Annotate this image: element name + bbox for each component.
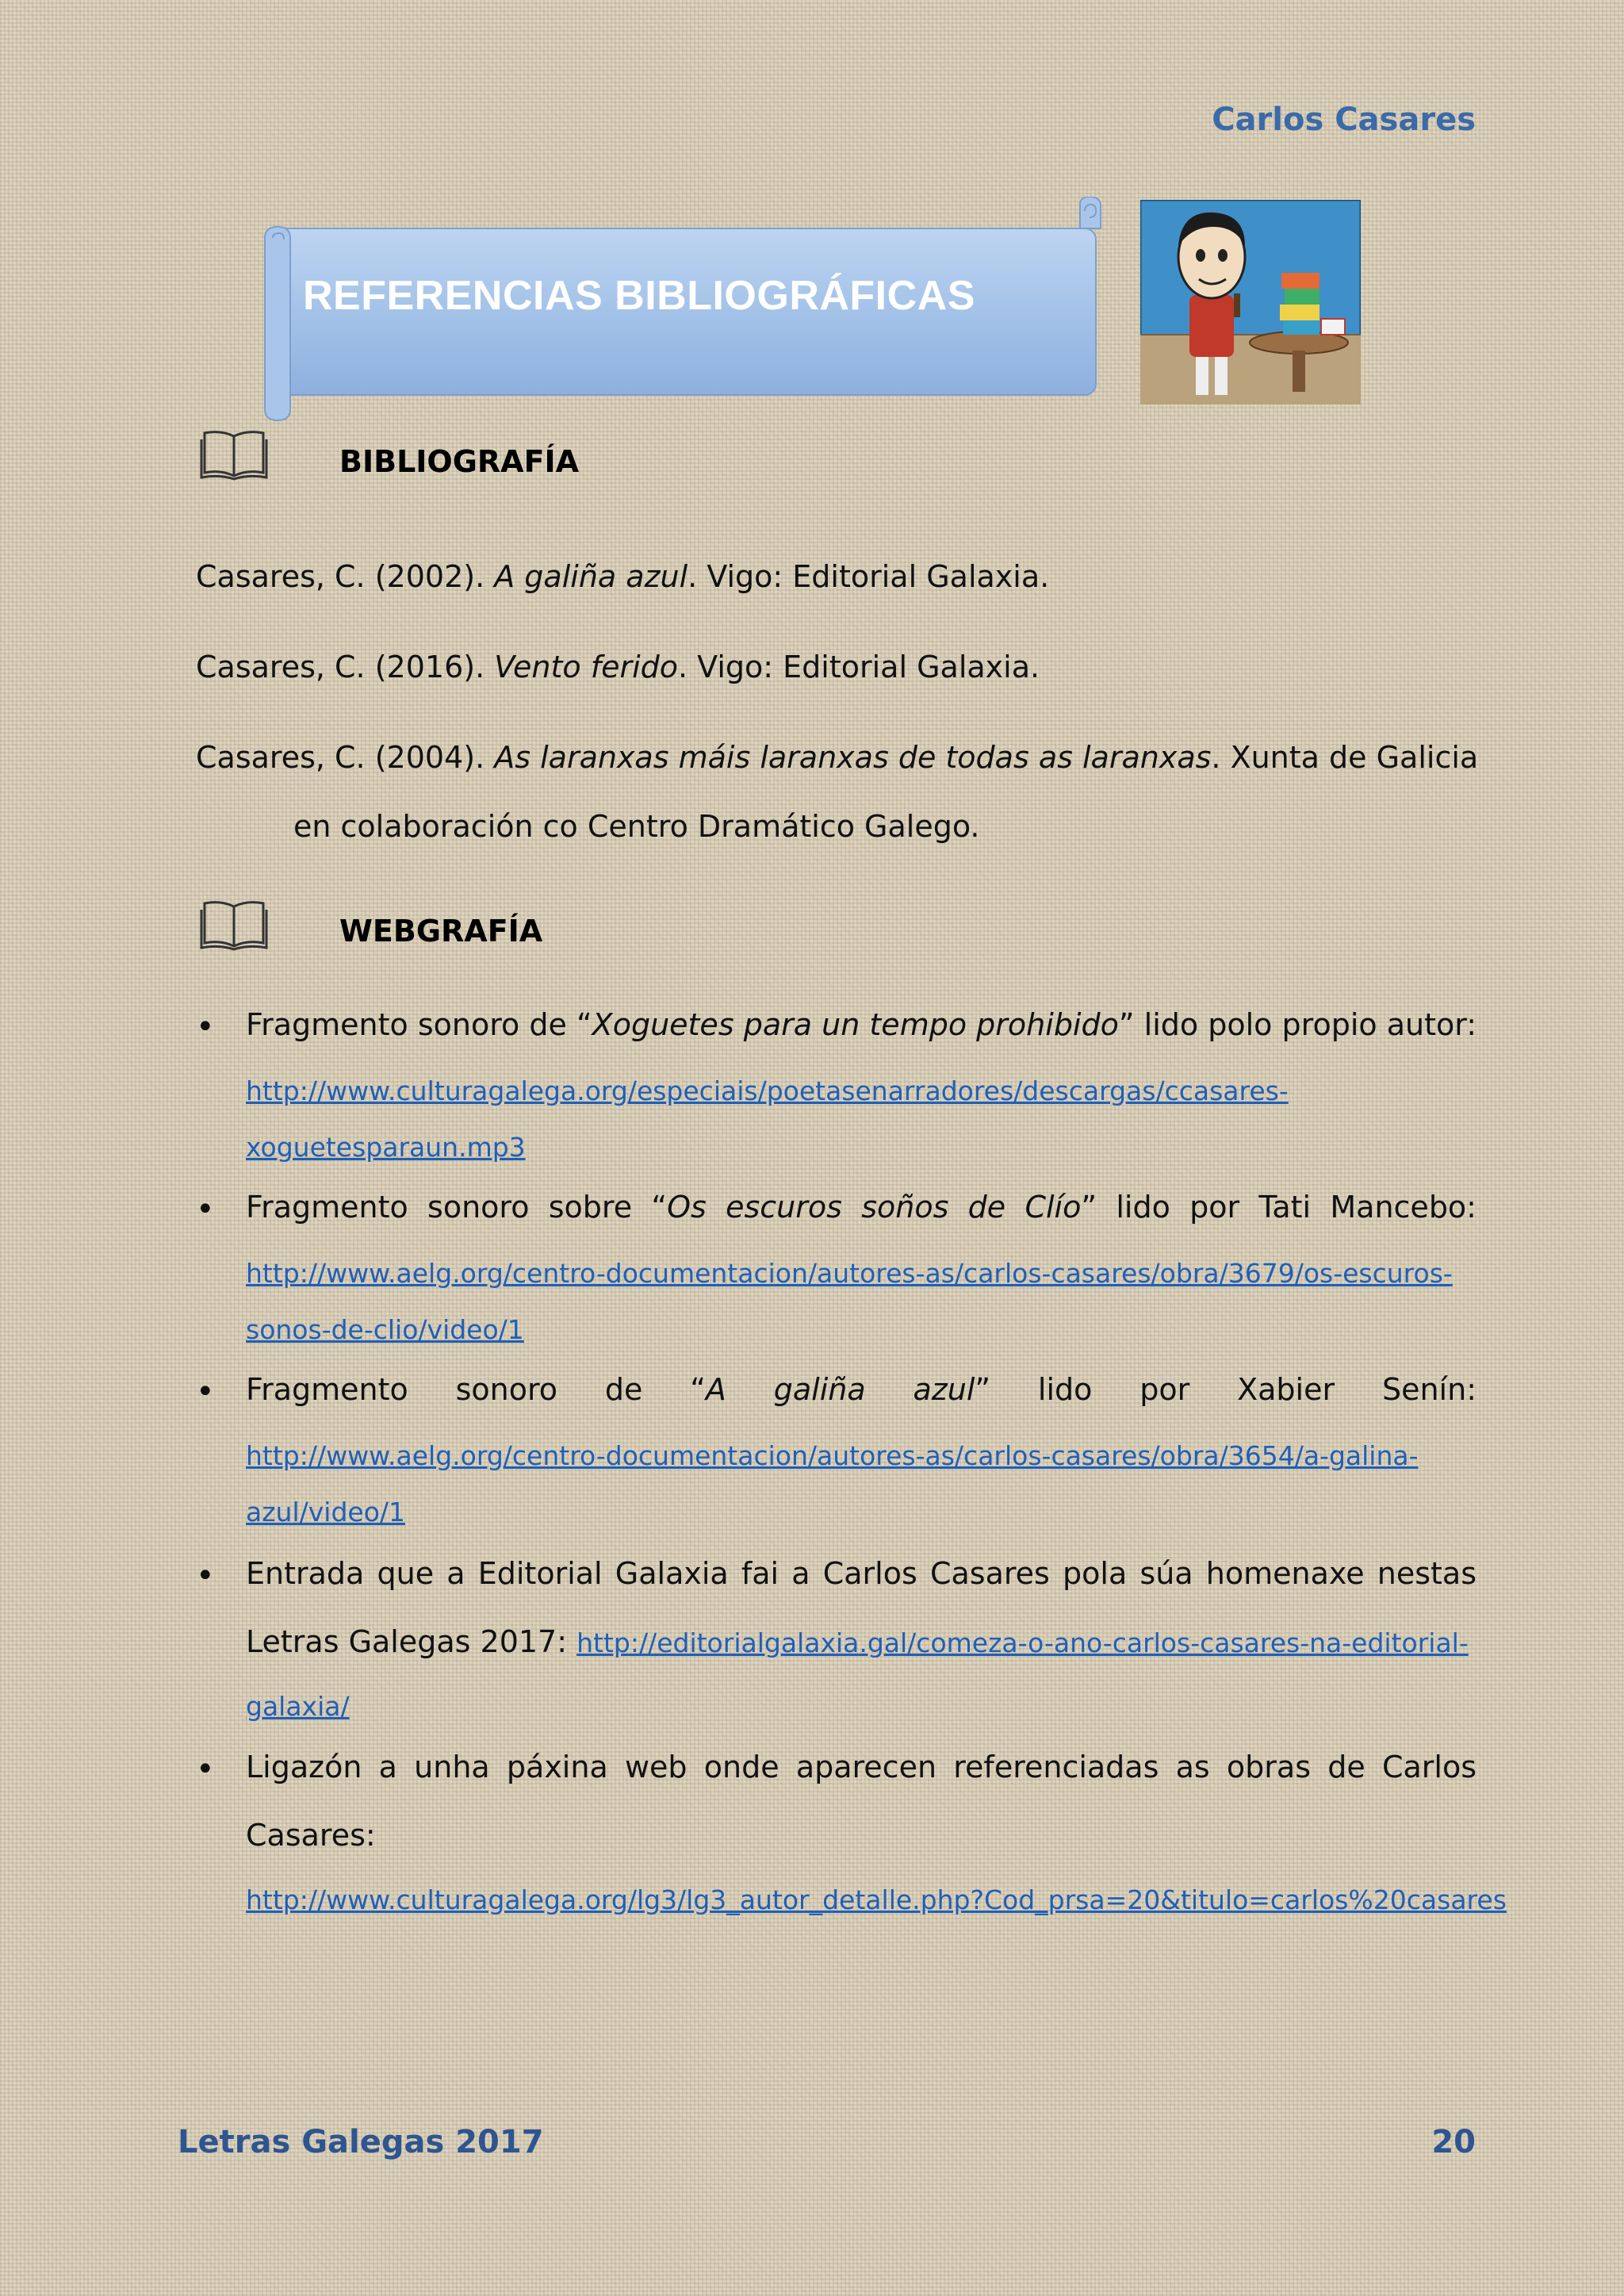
open-book-icon bbox=[200, 428, 268, 481]
footer-title: Letras Galegas 2017 bbox=[178, 2124, 544, 2160]
bullet-icon: • bbox=[196, 1374, 215, 1410]
bibliography-entry: Casares, C. (2004). As laranxas máis laranxas de todas as laranxas. Xunta de Galicia bbox=[196, 740, 1479, 775]
bibliography-entry: Casares, C. (2002). A galiña azul. Vigo: Editorial Galaxia. bbox=[196, 559, 1050, 594]
bullet-icon: • bbox=[196, 1191, 215, 1228]
bullet-icon: • bbox=[196, 1009, 215, 1045]
bullet-icon: • bbox=[196, 1558, 215, 1594]
webography-item-text: Casares: bbox=[246, 1818, 376, 1853]
bibliography-heading: BIBLIOGRAFÍA bbox=[339, 444, 580, 479]
webography-link[interactable]: xoguetesparaun.mp3 bbox=[246, 1132, 526, 1163]
webography-item-text: Letras Galegas 2017: http://editorialgalaxia.gal/comeza-o-ano-carlos-casares-na-editorial- bbox=[246, 1624, 1469, 1659]
title-banner bbox=[255, 197, 1104, 427]
webography-link[interactable]: http://editorialgalaxia.gal/comeza-o-ano-carlos-casares-na-editorial- bbox=[576, 1627, 1469, 1658]
page-title: REFERENCIAS BIBLIOGRÁFICAS bbox=[303, 273, 975, 319]
webography-link[interactable]: http://www.aelg.org/centro-documentacion/autores-as/carlos-casares/obra/3654/a-galina- bbox=[246, 1440, 1419, 1471]
bibliography-entry: Casares, C. (2016). Vento ferido. Vigo: Editorial Galaxia. bbox=[196, 650, 1040, 684]
bibliography-entry-continuation: en colaboración co Centro Dramático Galego. bbox=[293, 809, 980, 844]
webography-item-text: Fragmento sonoro sobre “Os escuros soños de Clío” lido por Tati Mancebo: bbox=[246, 1190, 1477, 1225]
webography-link[interactable]: azul/video/1 bbox=[246, 1497, 405, 1527]
webography-link[interactable]: galaxia/ bbox=[246, 1691, 350, 1722]
webography-item-text: Fragmento sonoro de “Xoguetes para un tempo prohibido” lido polo propio autor: bbox=[246, 1007, 1477, 1042]
webography-item-text: Fragmento sonoro de “A galiña azul” lido por Xabier Senín: bbox=[246, 1372, 1477, 1407]
webography-item-text: Ligazón a unha páxina web onde aparecen referenciadas as obras de Carlos bbox=[246, 1750, 1477, 1784]
webography-heading: WEBGRAFÍA bbox=[339, 914, 543, 949]
open-book-icon bbox=[200, 899, 268, 951]
page-number: 20 bbox=[1431, 2124, 1476, 2160]
webography-link[interactable]: http://www.culturagalega.org/lg3/lg3_autor_detalle.php?Cod_prsa=20&titulo=carlos%20casares bbox=[246, 1884, 1507, 1915]
running-header-author: Carlos Casares bbox=[1212, 102, 1476, 138]
webography-link[interactable]: http://www.aelg.org/centro-documentacion/autores-as/carlos-casares/obra/3679/os-escuros- bbox=[246, 1258, 1453, 1289]
bullet-icon: • bbox=[196, 1751, 215, 1788]
author-caricature-image bbox=[1140, 200, 1361, 404]
webography-link[interactable]: sonos-de-clio/video/1 bbox=[246, 1314, 524, 1345]
webography-link[interactable]: http://www.culturagalega.org/especiais/poetasenarradores/descargas/ccasares- bbox=[246, 1075, 1289, 1106]
webography-item-text: Entrada que a Editorial Galaxia fai a Carlos Casares pola súa homenaxe nestas bbox=[246, 1556, 1477, 1591]
